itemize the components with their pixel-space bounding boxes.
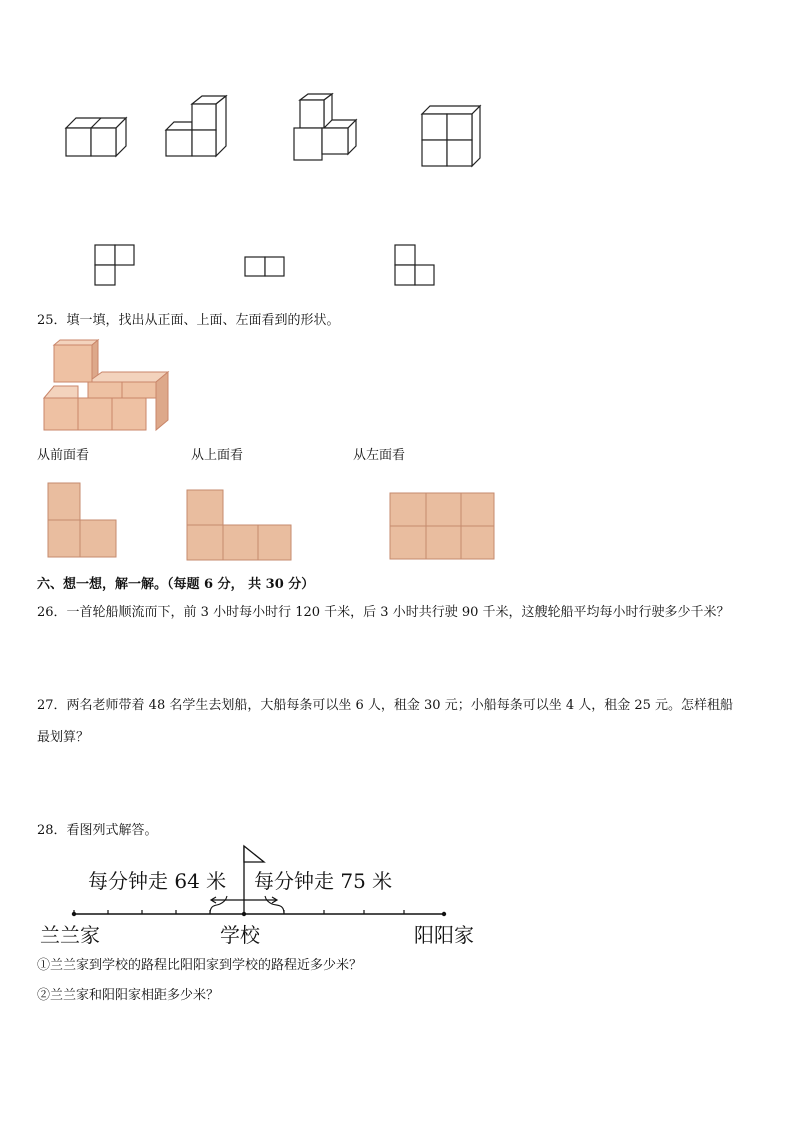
solid-figure-3: [290, 92, 365, 164]
solid-figure-4: [418, 104, 488, 170]
left-view-shape: [389, 492, 497, 562]
q27-text-line1: 27．两名老师带着 48 名学生去划船，大船每条可以坐 6 人，租金 30 元；小船每条可以坐 4 人，租金 25 元。怎样租船: [37, 698, 734, 713]
place-school: 学校: [220, 923, 260, 947]
q25-cube-solid: [42, 340, 172, 432]
q28-sub2: ②兰兰家和阳阳家相距多少米？: [37, 988, 220, 1003]
right-speed-label: 每分钟走 75 米: [254, 869, 393, 893]
label-top-view: 从上面看: [191, 448, 244, 463]
solid-figure-1: [60, 110, 130, 160]
q25-title: 25．填一填，找出从正面、上面、左面看到的形状。: [37, 313, 340, 328]
top-view-shape: [186, 489, 296, 563]
place-lanlan-home: 兰兰家: [40, 923, 100, 947]
q28-sub1: ①兰兰家到学校的路程比阳阳家到学校的路程近多少米？: [37, 958, 363, 973]
place-yangyang-home: 阳阳家: [414, 923, 474, 947]
flat-view-1: [94, 244, 136, 288]
flat-view-3: [394, 244, 436, 288]
q26-text: 26．一首轮船顺流而下，前 3 小时每小时行 120 千米，后 3 小时共行驶 90 千米，这艘轮船平均每小时行驶多少千米？: [37, 605, 730, 620]
front-view-shape: [47, 482, 119, 560]
left-speed-label: 每分钟走 64 米: [88, 869, 227, 893]
label-front-view: 从前面看: [37, 448, 90, 463]
q28-diagram: [40, 842, 490, 950]
solid-figure-2: [162, 96, 232, 162]
q28-title: 28．看图列式解答。: [37, 823, 158, 838]
section-6-heading: 六、想一想，解一解。（每题 6 分， 共 30 分）: [37, 577, 315, 592]
q27-text-line2: 最划算？: [37, 730, 90, 745]
flat-view-2: [244, 256, 286, 278]
label-left-view: 从左面看: [353, 448, 406, 463]
